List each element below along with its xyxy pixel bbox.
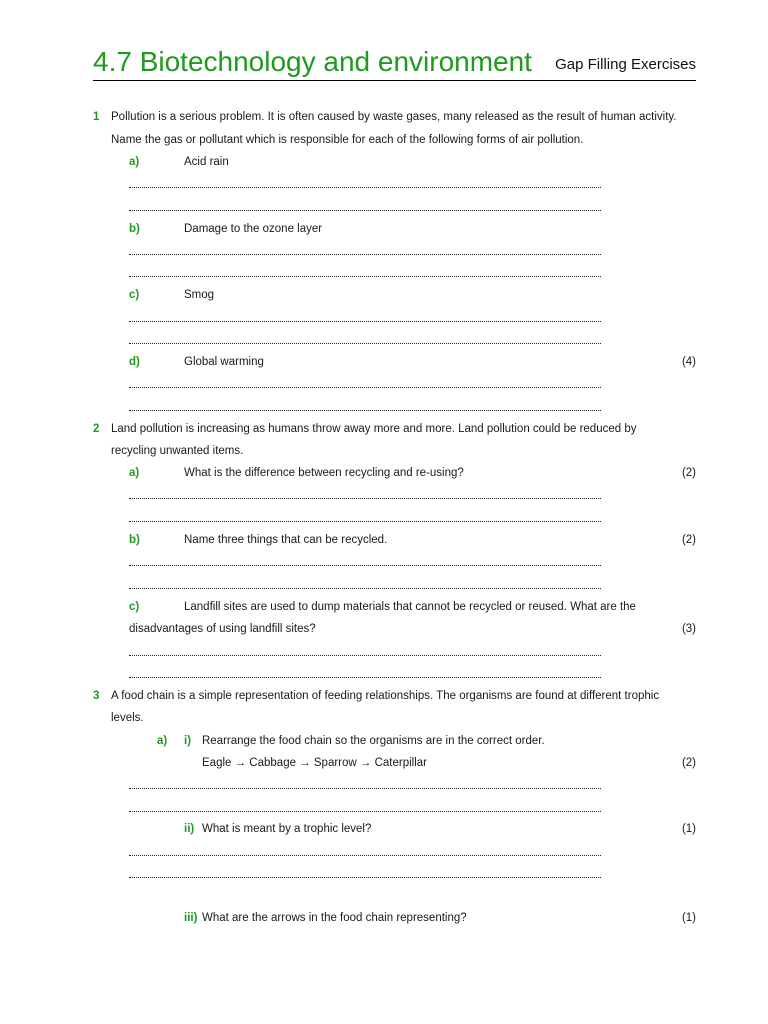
answer-line[interactable] bbox=[129, 387, 601, 388]
q3aii-label: ii) bbox=[184, 823, 195, 835]
q2c-text-line1: Landfill sites are used to dump materials that cannot be recycled or reused. What are the bbox=[184, 601, 636, 613]
q3aiii-label: iii) bbox=[184, 912, 198, 924]
q3aii-text: What is meant by a trophic level? bbox=[202, 823, 372, 835]
q2c-label: c) bbox=[129, 601, 140, 613]
q2b-marks: (2) bbox=[681, 534, 696, 546]
answer-line[interactable] bbox=[129, 855, 601, 856]
answer-line[interactable] bbox=[129, 655, 601, 656]
q1a-text: Acid rain bbox=[184, 156, 229, 168]
answer-line[interactable] bbox=[129, 788, 601, 789]
answer-line[interactable] bbox=[129, 677, 601, 678]
answer-line[interactable] bbox=[129, 276, 601, 277]
q2a-marks: (2) bbox=[681, 467, 696, 479]
q1b-label: b) bbox=[129, 223, 140, 235]
q3ai-marks: (2) bbox=[681, 757, 696, 769]
answer-line[interactable] bbox=[129, 254, 601, 255]
q2b-label: b) bbox=[129, 534, 140, 546]
answer-line[interactable] bbox=[129, 521, 601, 522]
q1d-label: d) bbox=[129, 356, 140, 368]
page-subtitle: Gap Filling Exercises bbox=[555, 56, 696, 73]
q2a-label: a) bbox=[129, 467, 140, 479]
answer-line[interactable] bbox=[129, 877, 601, 878]
q3-number: 3 bbox=[93, 690, 100, 702]
answer-line[interactable] bbox=[129, 343, 601, 344]
q2c-text-line2: disadvantages of using landfill sites? bbox=[129, 623, 316, 635]
answer-line[interactable] bbox=[129, 210, 601, 211]
page-title: 4.7 Biotechnology and environment bbox=[93, 46, 532, 77]
q1a-label: a) bbox=[129, 156, 140, 168]
answer-line[interactable] bbox=[129, 565, 601, 566]
q1-marks: (4) bbox=[681, 356, 696, 368]
answer-line[interactable] bbox=[129, 498, 601, 499]
q1-text-line1: Pollution is a serious problem. It is often caused by waste gases, many released as the result of human activity. bbox=[111, 111, 677, 123]
q1c-text: Smog bbox=[184, 289, 215, 301]
answer-line[interactable] bbox=[129, 410, 601, 411]
q1-text-line2: Name the gas or pollutant which is responsible for each of the following forms of air pollution. bbox=[111, 134, 584, 146]
q3aii-marks: (1) bbox=[681, 823, 696, 835]
q3ai-text: Rearrange the food chain so the organisms are in the correct order. bbox=[202, 735, 545, 747]
page-header bbox=[93, 44, 696, 81]
q2c-marks: (3) bbox=[681, 623, 696, 635]
answer-line[interactable] bbox=[129, 187, 601, 188]
food-chain: Eagle → Cabbage → Sparrow → Caterpillar bbox=[202, 757, 427, 769]
q3aiii-text: What are the arrows in the food chain representing? bbox=[202, 912, 467, 924]
q1c-label: c) bbox=[129, 289, 140, 301]
q3-text-line2: levels. bbox=[111, 712, 144, 724]
answer-line[interactable] bbox=[129, 321, 601, 322]
q2-number: 2 bbox=[93, 423, 100, 435]
q2b-text: Name three things that can be recycled. bbox=[184, 534, 388, 546]
q2a-text: What is the difference between recycling and re-using? bbox=[184, 467, 464, 479]
q3aiii-marks: (1) bbox=[681, 912, 696, 924]
q3a-label: a) bbox=[157, 735, 168, 747]
q1b-text: Damage to the ozone layer bbox=[184, 223, 323, 235]
answer-line[interactable] bbox=[129, 811, 601, 812]
q1d-text: Global warming bbox=[184, 356, 264, 368]
answer-line[interactable] bbox=[129, 588, 601, 589]
q3-text-line1: A food chain is a simple representation of feeding relationships. The organisms are found at different trophic bbox=[111, 690, 660, 702]
q3ai-label: i) bbox=[184, 735, 192, 747]
q2-text-line1: Land pollution is increasing as humans throw away more and more. Land pollution could be reduced by bbox=[111, 423, 637, 435]
q2-text-line2: recycling unwanted items. bbox=[111, 445, 244, 457]
q1-number: 1 bbox=[93, 111, 100, 123]
